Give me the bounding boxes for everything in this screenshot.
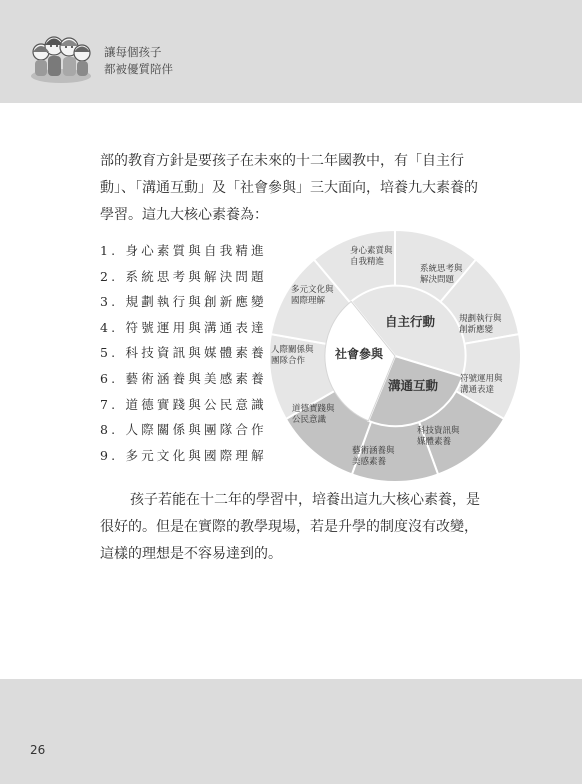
competency-list	[100, 238, 267, 468]
center-label-autonomous: 自主行動	[384, 314, 436, 329]
page-header	[0, 0, 582, 103]
outer-label: 科技資訊與媒體素養	[417, 426, 460, 447]
list-item: 2. 系統思考與解決問題	[100, 268, 267, 284]
list-item: 7. 道德實踐與公民意識	[100, 396, 267, 412]
center-label-social: 社會參與	[334, 347, 384, 361]
children-group-logo	[30, 32, 92, 84]
list-item: 5. 科技資訊與媒體素養	[100, 345, 267, 361]
list-item: 4. 符號運用與溝通表達	[100, 319, 267, 335]
list-item: 9. 多元文化與國際理解	[100, 447, 267, 463]
intro-paragraph: 部的教育方針是要孩子在未來的十二年國教中，有「自主行動」、「溝通互動」及「社會參與」三大面向，培養九大素養的學習。這九大核心素養為：	[100, 153, 478, 223]
page-footer	[0, 679, 582, 784]
series-title-line1: 讓每個孩子	[104, 45, 162, 59]
list-item: 8. 人際關係與團隊合作	[100, 422, 267, 438]
book-series-title	[104, 44, 173, 78]
list-item: 3. 規劃執行與創新應變	[100, 294, 267, 310]
outer-label: 人際關係與團隊合作	[271, 345, 314, 366]
outer-label: 系統思考與解決問題	[420, 264, 463, 285]
outer-label: 藝術涵養與美感素養	[352, 446, 395, 467]
series-title-line2: 都被優質陪伴	[104, 62, 173, 76]
list-item: 1. 身心素質與自我精進	[100, 243, 267, 258]
closing-paragraph: 孩子若能在十二年的學習中，培養出這九大核心素養，是很好的。但是在實際的教學現場，若是升學的制度沒有改變，這樣的理想是不容易達到的。	[100, 492, 480, 562]
outer-label: 道德實踐與公民意識	[292, 404, 335, 425]
outer-label: 多元文化與國際理解	[291, 285, 334, 306]
core-competency-wheel	[267, 228, 523, 484]
list-item: 6. 藝術涵養與美感素養	[100, 370, 267, 386]
outer-label: 規劃執行與創新應變	[459, 314, 502, 335]
center-label-communication: 溝通互動	[387, 378, 439, 393]
outer-label: 身心素質與自我精進	[350, 246, 393, 267]
outer-label: 符號運用與溝通表達	[460, 374, 503, 395]
page-number: 26	[30, 743, 46, 757]
